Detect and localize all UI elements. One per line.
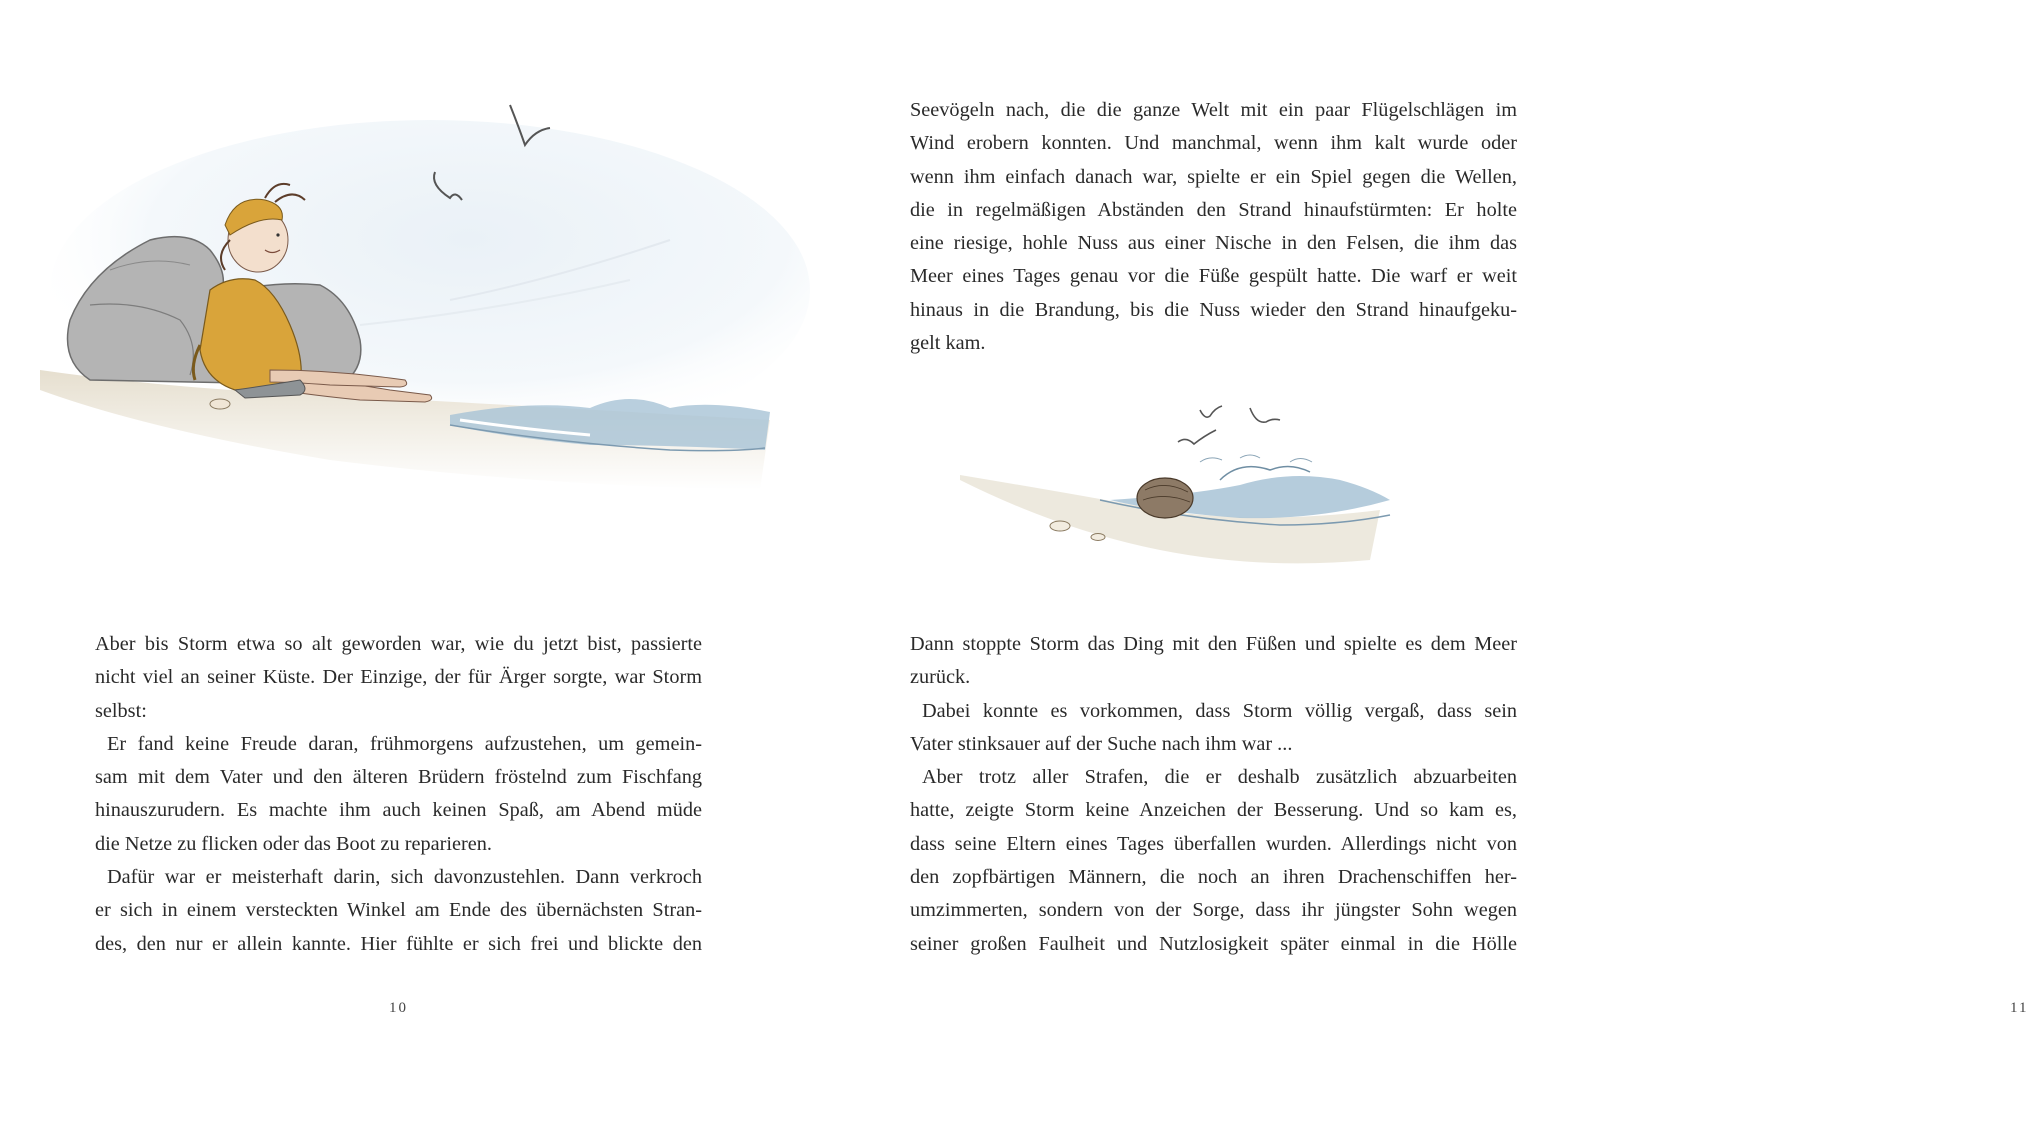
text-line: hinaus in die Brandung, bis die Nuss wieder den Strand hinaufgeku- xyxy=(910,298,1517,321)
text-line: zurück. xyxy=(910,666,971,689)
left-page xyxy=(0,0,800,1129)
text-line: Aber bis Storm etwa so alt geworden war, wie du jetzt bist, passierte xyxy=(95,633,702,655)
text-line: hatte, zeigte Storm keine Anzeichen der Besserung. Und so kam es, xyxy=(910,799,1517,822)
text-line: wenn ihm einfach danach war, spielte er ein Spiel gegen die Wellen, xyxy=(910,165,1517,188)
paragraph xyxy=(910,94,1517,360)
text-line: selbst: xyxy=(95,699,147,722)
text-line: Er fand keine Freude daran, frühmorgens aufzustehen, um gemein- xyxy=(107,732,702,755)
text-line: umzimmerten, sondern von der Sorge, dass ihr jüngster Sohn wegen xyxy=(910,899,1517,922)
text-line: Dann stoppte Storm das Ding mit den Füßen und spielte es dem Meer xyxy=(910,633,1517,655)
text-line: die in regelmäßigen Abständen den Strand hinaufstürmten: Er holte xyxy=(910,198,1517,221)
text-line: Vater stinksauer auf der Suche nach ihm war ... xyxy=(910,732,1293,755)
paragraph xyxy=(95,861,702,961)
text-line: Dafür war er meisterhaft darin, sich davonzustehlen. Dann verkroch xyxy=(107,866,702,889)
text-line: Wind erobern konnten. Und manchmal, wenn ihm kalt wurde oder xyxy=(910,132,1517,155)
text-line: den zopfbärtigen Männern, die noch an ihren Drachenschiffen her- xyxy=(910,866,1517,889)
text-line: Dabei konnte es vorkommen, dass Storm völlig vergaß, dass sein xyxy=(922,699,1517,722)
text-line: gelt kam. xyxy=(910,332,986,355)
right-page-top-text xyxy=(910,94,1517,360)
text-line: seiner großen Faulheit und Nutzlosigkeit später einmal in die Hölle xyxy=(910,932,1517,955)
text-line: er sich in einem versteckten Winkel am Ende des übernächsten Stran- xyxy=(95,899,702,922)
text-line: die Netze zu flicken oder das Boot zu reparieren. xyxy=(95,832,492,855)
page-number: 11 xyxy=(2010,1000,2028,1016)
text-line: sam mit dem Vater und den älteren Brüdern fröstelnd zum Fischfang xyxy=(95,766,702,789)
text-line: Aber trotz aller Strafen, die er deshalb zusätzlich abzuarbeiten xyxy=(922,766,1517,789)
left-page-text xyxy=(95,628,702,961)
text-line: dass seine Eltern eines Tages überfallen wurden. Allerdings nicht von xyxy=(910,832,1517,855)
right-page xyxy=(800,0,2028,1129)
page-number: 10 xyxy=(389,1000,408,1016)
paragraph xyxy=(910,761,1517,961)
text-line: Meer eines Tages genau vor die Füße gespült hatte. Die warf er weit xyxy=(910,265,1517,288)
text-line: Seevögeln nach, die die ganze Welt mit ein paar Flügelschlägen im xyxy=(910,99,1517,121)
nut-in-surf-illustration xyxy=(960,400,1430,600)
paragraph xyxy=(910,628,1517,695)
text-line: eine riesige, hohle Nuss aus einer Nische in den Felsen, die ihm das xyxy=(910,232,1517,255)
text-line: hinauszurudern. Es machte ihm auch keinen Spaß, am Abend müde xyxy=(95,799,702,822)
text-line: nicht viel an seiner Küste. Der Einzige, der für Ärger sorgte, war Storm xyxy=(95,666,702,689)
paragraph xyxy=(95,628,702,728)
paragraph xyxy=(95,728,702,861)
text-line: des, den nur er allein kannte. Hier fühlte er sich frei und blickte den xyxy=(95,932,702,955)
beach-boy-illustration xyxy=(30,90,800,530)
paragraph xyxy=(910,695,1517,762)
right-page-bottom-text xyxy=(910,628,1517,961)
